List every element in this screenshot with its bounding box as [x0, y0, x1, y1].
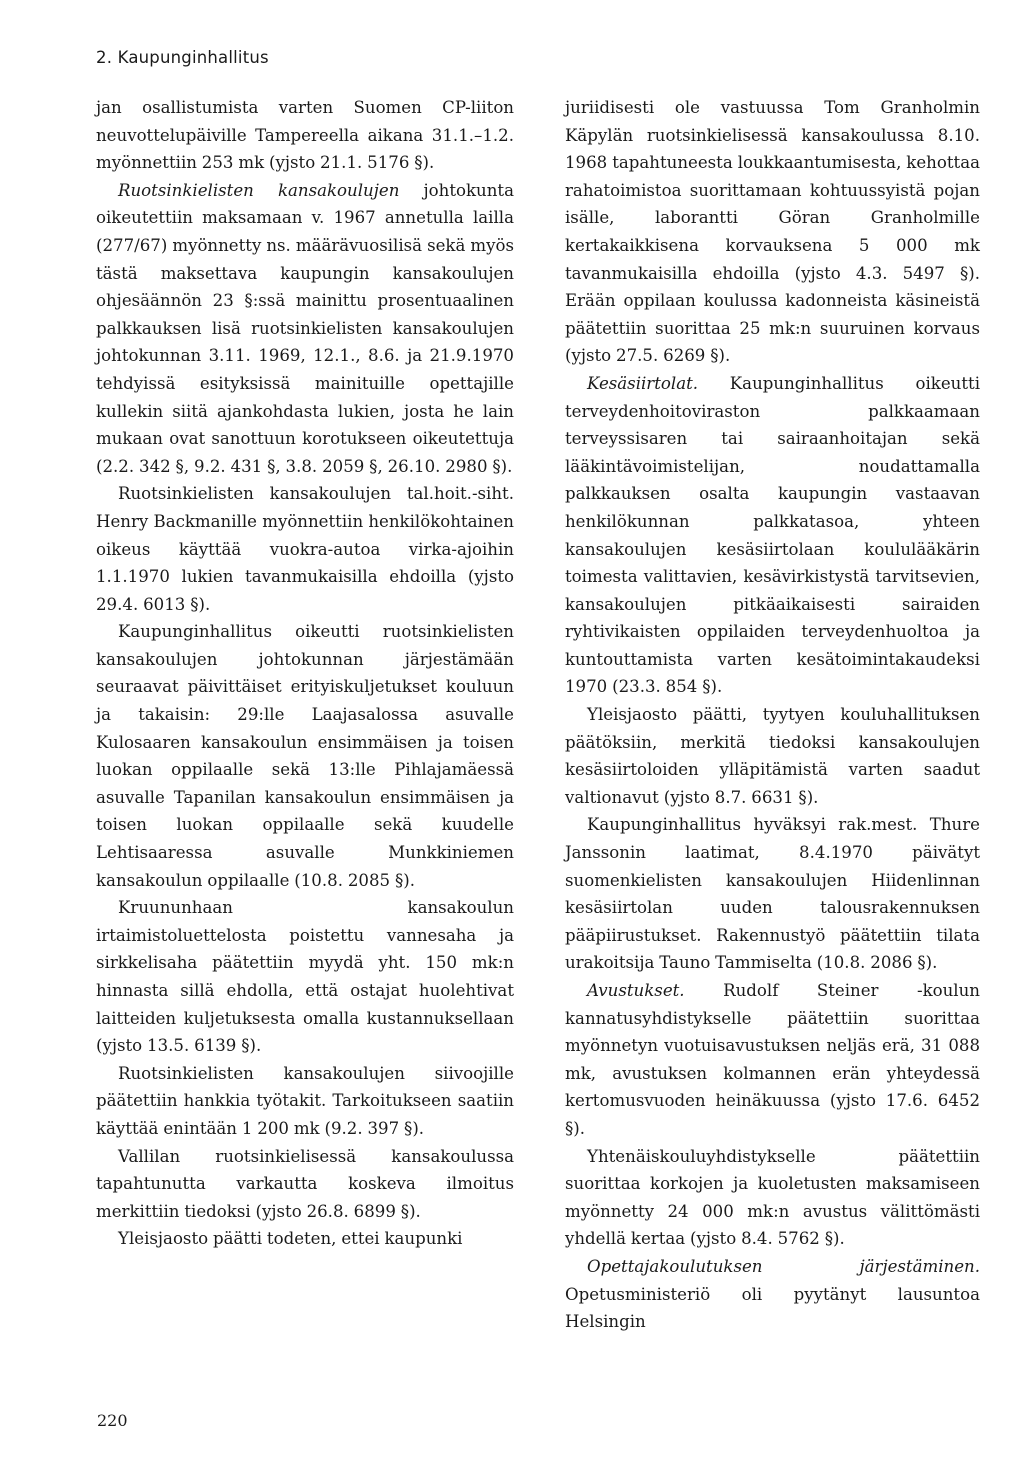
- paragraph: juriidisesti ole vastuussa Tom Granholmin Käpylän ruotsinkielisessä kansakoulussa 8.10. 1968 tapahtuneesta loukkaantumisesta, kehottaa rahatoimistoa suorittamaan kohtuussyistä pojan isälle, laborantti Göran Granholmille kertakaikkisena korvauksena 5 000 mk tavanmukaisilla ehdoilla (yjsto 4.3. 5497 §). Erään oppilaan koulussa kadonneista käsineistä päätettiin suorittaa 25 mk:n suuruinen korvaus (yjsto 27.5. 6269 §).: [565, 98, 980, 366]
- section-keyword: Ruotsinkielisten kansakoulujen: [118, 180, 400, 200]
- paragraph: [565, 1253, 980, 1336]
- paragraph-text: Rudolf Steiner -koulun kannatusyhdistykselle päätettiin suorittaa myönnetyn vuotuisavustuksen neljäs erä, 31 088 mk, avustuksen kolmannen erän yhteydessä kertomusvuoden heinäkuussa (yjsto 17.6. 6452 §).: [565, 981, 980, 1138]
- paragraph: [565, 370, 980, 701]
- paragraph: Yleisjaosto päätti todeten, ettei kaupunki: [118, 1229, 463, 1249]
- paragraph: Yhtenäiskouluyhdistykselle päätettiin suorittaa korkojen ja kuoletusten maksamiseen myönnetty 24 000 mk:n avustus välittömästi yhdellä kertaa (yjsto 8.4. 5762 §).: [565, 1146, 980, 1249]
- paragraph-text: johtokunta oikeutettiin maksamaan v. 1967 annetulla lailla (277/67) myönnetty ns. määrävuosilisä sekä myös tästä maksettava kaupungin kansakoulujen ohjesäännön 23 §:ssä mainittu prosentuaalinen palkkauksen lisä ruotsinkielisten kansakoulujen johtokunnan 3.11. 1969, 12.1., 8.6. ja 21.9.1970 tehdyissä esityksissä mainituille opettajille kullekin siitä ajankohdasta lukien, josta he lain mukaan ovat sanottuun korotukseen oikeutettuja (2.2. 342 §, 9.2. 431 §, 3.8. 2059 §, 26.10. 2980 §).: [96, 180, 514, 476]
- paragraph: jan osallistumista varten Suomen CP-liiton neuvottelupäiville Tampereella aikana 31.1.–1.2. myönnettiin 253 mk (yjsto 21.1. 5176 §).: [96, 98, 514, 173]
- paragraph: Yleisjaosto päätti, tyytyen kouluhallituksen päätöksiin, merkitä tiedoksi kansakoulujen kesäsiirtoloiden ylläpitämistä varten saadut valtionavut (yjsto 8.7. 6631 §).: [565, 705, 980, 807]
- paragraph: Ruotsinkielisten kansakoulujen siivoojille päätettiin hankkia työtakit. Tarkoitukseen saatiin käyttää enintään 1 200 mk (9.2. 397 §).: [96, 1063, 514, 1138]
- section-keyword: Opettajakoulutuksen järjestäminen.: [587, 1256, 980, 1276]
- paragraph: [96, 177, 514, 481]
- paragraph: Kaupunginhallitus oikeutti ruotsinkielisten kansakoulujen johtokunnan järjestämään seuraavat päivittäiset erityiskuljetukset kouluun ja takaisin: 29:lle Laajasalossa asuvalle Kulosaaren kansakoulun ensimmäisen ja toisen luokan oppilaalle sekä 13:lle Pihlajamäessä asuvalle Tapanilan kansakoulun ensimmäisen ja toisen luokan oppilaalle sekä kuudelle Lehtisaaressa asuvalle Munkkiniemen kansakoulun oppilaalle (10.8. 2085 §).: [96, 622, 514, 890]
- left-column: [96, 94, 514, 1253]
- paragraph: Vallilan ruotsinkielisessä kansakoulussa tapahtunutta varkautta koskeva ilmoitus merkittiin tiedoksi (yjsto 26.8. 6899 §).: [96, 1146, 514, 1221]
- section-keyword: Kesäsiirtolat.: [587, 373, 699, 393]
- section-keyword: Avustukset.: [587, 981, 685, 1000]
- paragraph: Kruununhaan kansakoulun irtaimistoluettelosta poistettu vannesaha ja sirkkelisaha päätettiin myydä yht. 150 mk:n hinnasta sillä ehdolla, että ostajat huolehtivat laitteiden kuljetuksesta omalla kustannuksellaan (yjsto 13.5. 6139 §).: [96, 898, 514, 1056]
- paragraph-text: Kaupunginhallitus oikeutti terveydenhoitoviraston palkkaamaan terveyssisaren tai sairaanhoitajan sekä lääkintävoimistelijan, noudattamalla palkkauksen osalta kaupungin vastaavan henkilökunnan palkkatasoa, yhteen kansakoulujen kesäsiirtolaan koululääkärin toimesta valittavien, kesävirkistystä tarvitsevien, kansakoulujen pitkäaikaisesti sairaiden ryhtivikaisten oppilaiden terveydenhuoltoa ja kuntouttamista varten kesätoimintakaudeksi 1970 (23.3. 854 §).: [565, 373, 980, 697]
- running-title: 2. Kaupunginhallitus: [96, 48, 269, 67]
- right-column: [565, 94, 980, 1336]
- paragraph: Kaupunginhallitus hyväksyi rak.mest. Thure Janssonin laatimat, 8.4.1970 päivätyt suomenkielisten kansakoulujen Hiidenlinnan kesäsiirtolan uuden talousrakennuksen pääpiirustukset. Rakennustyö päätettiin tilata urakoitsija Tauno Tammiselta (10.8. 2086 §).: [565, 815, 980, 973]
- paragraph: Ruotsinkielisten kansakoulujen tal.hoit.-siht. Henry Backmanille myönnettiin henkilökohtainen oikeus käyttää vuokra-autoa virka-ajoihin 1.1.1970 lukien tavanmukaisilla ehdoilla (yjsto 29.4. 6013 §).: [96, 484, 514, 614]
- paragraph-text: Opetusministeriö oli pyytänyt lausuntoa Helsingin: [565, 1284, 980, 1332]
- page-number: 220: [97, 1411, 128, 1430]
- paragraph: [565, 977, 980, 1143]
